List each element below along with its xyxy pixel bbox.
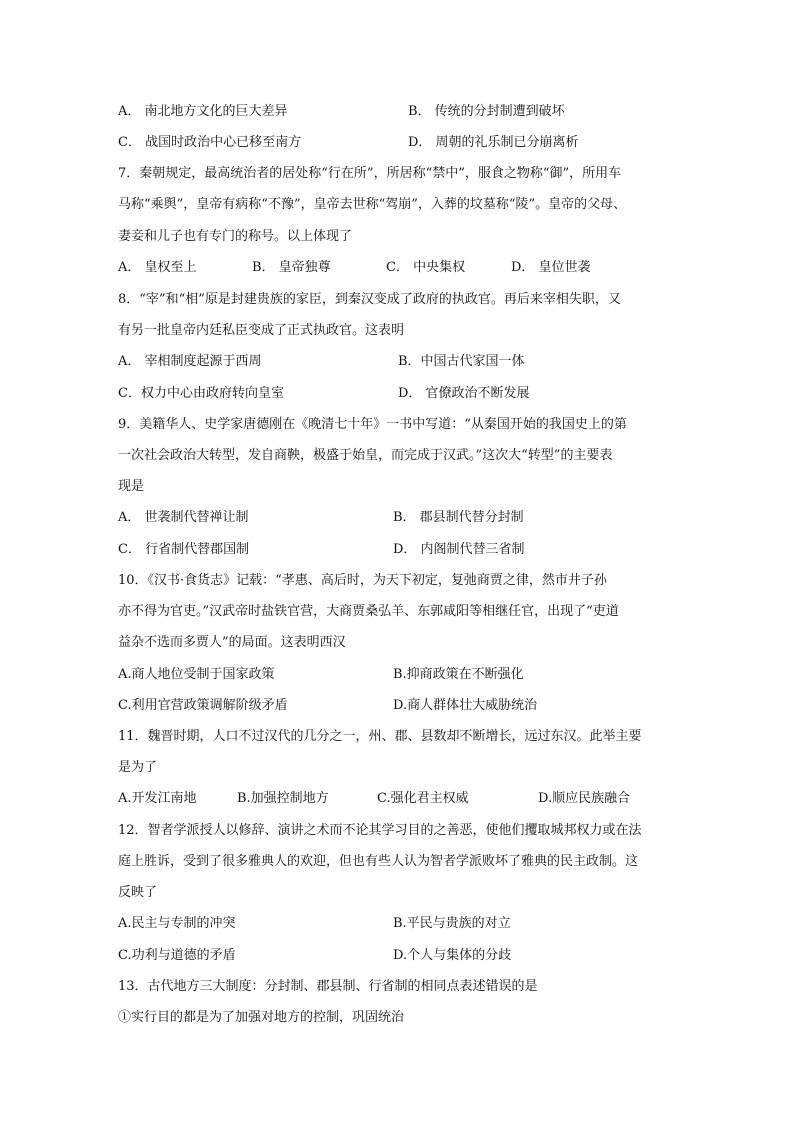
q9-stem-line-2: 一次社会政治大转型，发自商鞅，极盛于始皇，而完成于汉武。”这次大“转型”的主要表 (118, 448, 613, 463)
q11-option-c: C.强化君主权威 (377, 791, 469, 806)
q7-option-row (118, 258, 694, 278)
q8-option-c: C．权力中心由政府转向皇室 (118, 386, 284, 401)
q9-option-row-1 (118, 508, 694, 528)
q10-option-row-2 (118, 696, 694, 716)
q7-stem-line-1: 7．秦朝规定，最高统治者的居处称“行在所”，所居称“禁中”，服食之物称“御”，所用车 (118, 166, 622, 181)
q6-option-c: C． 战国时政治中心已移至南方 (118, 135, 302, 150)
q6-option-d: D． 周朝的礼乐制已分崩离析 (408, 135, 579, 150)
q6-option-a: A． 南北地方文化的巨大差异 (118, 104, 288, 119)
q13-stem: 13．古代地方三大制度：分封制、郡县制、行省制的相同点表述错误的是 (118, 979, 538, 994)
q12-stem-line-2: 庭上胜诉，受到了很多雅典人的欢迎，但也有些人认为智者学派败坏了雅典的民主政制。这 (118, 854, 639, 869)
q9-option-b: B． 郡县制代替分封制 (393, 510, 524, 525)
q7-option-d: D． 皇位世袭 (511, 260, 591, 275)
q12-stem-line-3: 反映了 (118, 885, 158, 900)
q12-option-row-2 (118, 946, 694, 966)
q11-option-b: B.加强控制地方 (237, 791, 329, 806)
q6-option-row-2 (118, 133, 694, 153)
q10-stem-line-3: 益杂不选而多贾人”的局面。这表明西汉 (118, 635, 346, 650)
q8-option-row-1 (118, 352, 694, 372)
q8-stem-line-2: 有另一批皇帝内廷私臣变成了正式执政官。这表明 (118, 323, 405, 338)
q11-option-a: A.开发江南地 (118, 791, 197, 806)
q9-stem-line-1: 9．美籍华人、史学家唐德刚在《晚清七十年》一书中写道：“从秦国开始的我国史上的第 (118, 417, 627, 432)
q6-option-row-1 (118, 102, 694, 122)
q11-option-row (118, 789, 694, 809)
q12-option-a: A.民主与专制的冲突 (118, 916, 236, 931)
q13-item-1: ①实行目的都是为了加强对地方的控制，巩固统治 (118, 1010, 405, 1025)
q11-option-d: D.顺应民族融合 (538, 791, 631, 806)
q6-option-b: B． 传统的分封制遭到破坏 (408, 104, 565, 119)
q9-option-row-2 (118, 540, 694, 560)
q9-option-c: C． 行省制代替郡国制 (118, 542, 250, 557)
q10-stem-line-2: 亦不得为官吏。”汉武帝时盐铁官营，大商贾桑弘羊、东郭咸阳等相继任官，出现了“吏道 (118, 604, 619, 619)
q10-option-d: D.商人群体壮大威胁统治 (393, 698, 538, 713)
q10-option-b: B.抑商政策在不断强化 (393, 667, 524, 682)
q10-option-a: A.商人地位受制于国家政策 (118, 667, 275, 682)
q8-option-row-2 (118, 384, 694, 404)
q9-option-a: A． 世袭制代替禅让制 (118, 510, 249, 525)
q12-option-b: B.平民与贵族的对立 (393, 916, 511, 931)
q10-option-c: C.利用官营政策调解阶级矛盾 (118, 698, 288, 713)
q10-stem-line-1: 10．《汉书·食货志》记载：“孝惠、高后时，为天下初定，复弛商贾之律，然市井子孙 (118, 573, 607, 588)
q8-option-d: D． 官僚政治不断发展 (398, 386, 530, 401)
q12-stem-line-1: 12．智者学派授人以修辞、演讲之术而不论其学习目的之善恶，使他们攫取城邦权力或在法 (118, 823, 642, 838)
q7-option-a: A． 皇权至上 (118, 260, 197, 275)
q12-option-row-1 (118, 914, 694, 934)
q9-stem-line-3: 现是 (118, 479, 145, 494)
q9-option-d: D． 内阁制代替三省制 (393, 542, 525, 557)
q12-option-d: D.个人与集体的分歧 (393, 948, 512, 963)
q7-stem-line-3: 妻妾和儿子也有专门的称号。以上体现了 (118, 229, 353, 244)
q8-stem-line-1: 8．“宰”和“相”原是封建贵族的家臣，到秦汉变成了政府的执政官。再后来宰相失职，又 (118, 292, 621, 307)
q7-option-c: C． 中央集权 (386, 260, 466, 275)
q11-stem-line-1: 11．魏晋时期，人口不过汉代的几分之一，州、郡、县数却不断增长，远过东汉。此举主要 (118, 729, 642, 744)
q7-option-b: B． 皇帝独尊 (252, 260, 331, 275)
q7-stem-line-2: 马称“乘舆”，皇帝有病称“不豫”，皇帝去世称“驾崩”，入葬的坟墓称“陵”。皇帝的父母、 (118, 197, 627, 212)
q11-stem-line-2: 是为了 (118, 760, 158, 775)
q12-option-c: C.功利与道德的矛盾 (118, 948, 236, 963)
q10-option-row-1 (118, 665, 694, 685)
q8-option-a: A． 宰相制度起源于西周 (118, 354, 262, 369)
q8-option-b: B．中国古代家国一体 (398, 354, 525, 369)
